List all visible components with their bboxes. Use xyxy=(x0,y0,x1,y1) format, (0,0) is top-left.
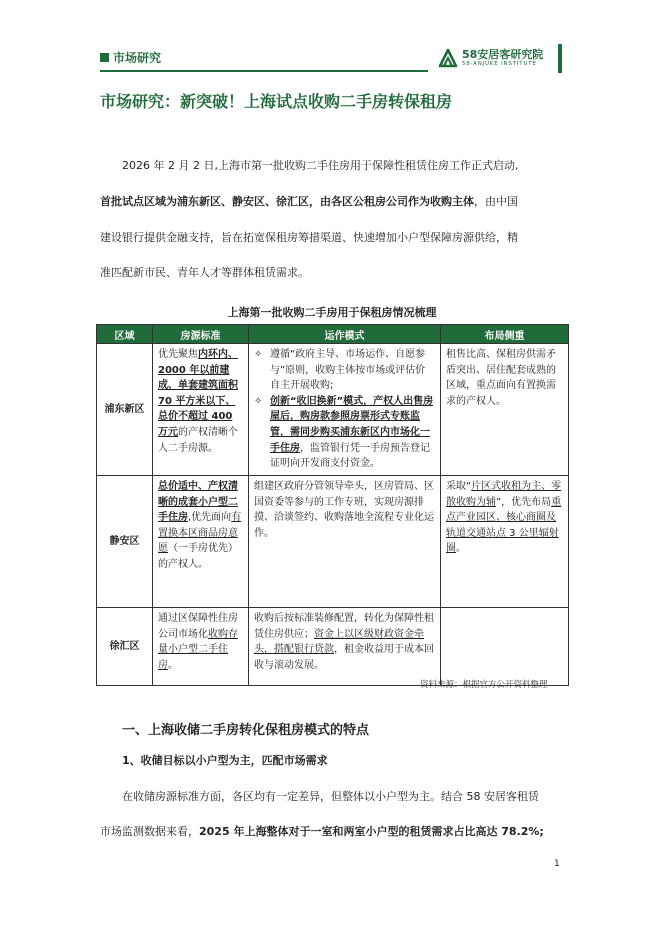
region-cell: 静安区 xyxy=(97,476,153,608)
focus-cell xyxy=(441,476,569,608)
mode-text: 收购后按标准装修配置，转化为保障性租赁住房供应； xyxy=(254,613,434,640)
standard-underlined: 收购存量小户型二手住房 xyxy=(158,628,238,671)
mode-item xyxy=(270,394,435,472)
intro-line-1: 2026 年 2 月 2 日,上海市第一批收购二手住房用于保障性租赁住房工作正式启动, xyxy=(122,159,519,172)
table-source: 资料来源：根据官方公开资料整理 xyxy=(420,680,548,690)
standard-underlined: 有置换本区商品房意愿 xyxy=(158,512,242,555)
focus-underlined: 重点产业园区、核心商圈及轨道交通站点 3 公里辐射圈 xyxy=(446,496,562,555)
mode-bullet xyxy=(254,394,435,472)
table-header-row xyxy=(97,325,569,344)
table-caption: 上海第一批收购二手房用于保租房情况梳理 xyxy=(227,306,437,319)
house-logo-icon xyxy=(438,46,458,68)
standard-text-post: 。 xyxy=(168,659,178,671)
standard-text: 通过区保障性住房公司市场化 xyxy=(158,613,238,640)
focus-cell: 租售比高、保租房供需矛盾突出、居住配套成熟的区域，重点面向有置换需求的产权人。 xyxy=(441,344,569,476)
standard-text: ,优先面向 xyxy=(188,512,232,524)
col-header-focus: 布局侧重 xyxy=(441,325,569,344)
subsection-heading: 1、收储目标以小户型为主，匹配市场需求 xyxy=(122,754,328,767)
focus-text: ”，优先布局 xyxy=(496,496,552,508)
header-rule xyxy=(100,70,428,72)
table-row xyxy=(97,476,569,608)
col-header-mode: 运作模式 xyxy=(249,325,441,344)
mode-item-bold: 创新“收旧换新”模式，产权人出售房屋后，购房款参照房票形式专账监管，需同步购买浦东新区内市场化一手住房 xyxy=(270,395,434,454)
standard-text-post: 的产权清晰个人二手房源。 xyxy=(158,426,238,454)
standard-cell xyxy=(153,344,249,476)
diamond-bullet-icon: ✧ xyxy=(254,349,263,360)
logo-text: 58安居客研究院 xyxy=(462,48,544,61)
logo-bar xyxy=(558,44,562,73)
intro-line-2-rest: ，由中国 xyxy=(474,195,518,208)
col-header-region: 区域 xyxy=(97,325,153,344)
logo-subtext: 58·ANJUKE INSTITUTE xyxy=(462,61,537,67)
standard-cell xyxy=(153,608,249,686)
section-heading: 一、上海收储二手房转化保租房模式的特点 xyxy=(122,723,370,738)
page-number: 1 xyxy=(554,859,560,869)
table-row xyxy=(97,344,569,476)
section-label: 市场研究 xyxy=(113,51,162,65)
mode-item: 遵循“政府主导、市场运作、自愿参与”原则，收购主体按市场或评估价自主开展收购; xyxy=(270,349,426,392)
table-row xyxy=(97,608,569,686)
section1-line-2-pre: 市场监测数据来看， xyxy=(100,825,199,838)
col-header-standard: 房源标准 xyxy=(153,325,249,344)
mode-cell: 组建区政府分管领导牵头，区房管局、区国资委等参与的工作专班，实现房源排摸、洽谈签约、收购落地全流程专业化运作。 xyxy=(249,476,441,608)
diamond-bullet-icon: ✧ xyxy=(254,395,263,407)
mode-cell xyxy=(249,608,441,686)
section-marker xyxy=(100,53,109,62)
focus-underlined: 片区式收租为主、零散收购为辅 xyxy=(446,481,562,508)
section1-bold: 2025 年上海整体对于一室和两室小户型的租赁需求占比高达 78.2%; xyxy=(199,825,544,838)
standard-text: 优先聚焦 xyxy=(158,349,198,360)
section1-line-1: 在收储房源标准方面，各区均有一定差异，但整体以小户型为主。结合 58 安居客租赁 xyxy=(122,790,539,803)
mode-cell xyxy=(249,344,441,476)
focus-cell xyxy=(441,608,569,686)
intro-line-3: 建设银行提供金融支持，旨在拓宽保租房筹措渠道、快速增加小户型保障房源供给，精 xyxy=(100,231,518,244)
focus-text: 。 xyxy=(456,543,466,555)
mode-item-rest: ，监管银行凭一手房预告登记证明向开发商支付资金。 xyxy=(270,442,430,470)
standard-text-post: （一手房优先）的产权人。 xyxy=(158,543,238,570)
intro-line-2 xyxy=(100,194,564,210)
intro-bold: 首批试点区域为浦东新区、静安区、徐汇区，由各区公租房公司作为收购主体 xyxy=(100,195,474,208)
focus-text: 采取“ xyxy=(446,481,472,492)
standard-cell xyxy=(153,476,249,608)
region-cell: 徐汇区 xyxy=(97,608,153,686)
mode-text: ，租金收益用于成本回收与滚动发展。 xyxy=(254,644,434,671)
mode-bullet xyxy=(254,347,435,394)
standard-bold: 内环内、2000 年以前建成、单套建筑面积 70 平方米以下、总价不超过 400 万元 xyxy=(158,349,238,438)
region-cell: 浦东新区 xyxy=(97,344,153,476)
page-title: 市场研究：新突破！上海试点收购二手房转保租房 xyxy=(100,92,453,111)
policy-table xyxy=(96,324,569,686)
intro-line-4: 准匹配新市民、青年人才等群体租赁需求。 xyxy=(100,266,309,279)
mode-underlined: 资金上以区级财政资金牵头，搭配银行贷款 xyxy=(254,628,424,656)
standard-bold: 总价适中、产权清晰的成套小户型二手住房 xyxy=(158,481,238,524)
section1-line-2 xyxy=(100,824,564,840)
